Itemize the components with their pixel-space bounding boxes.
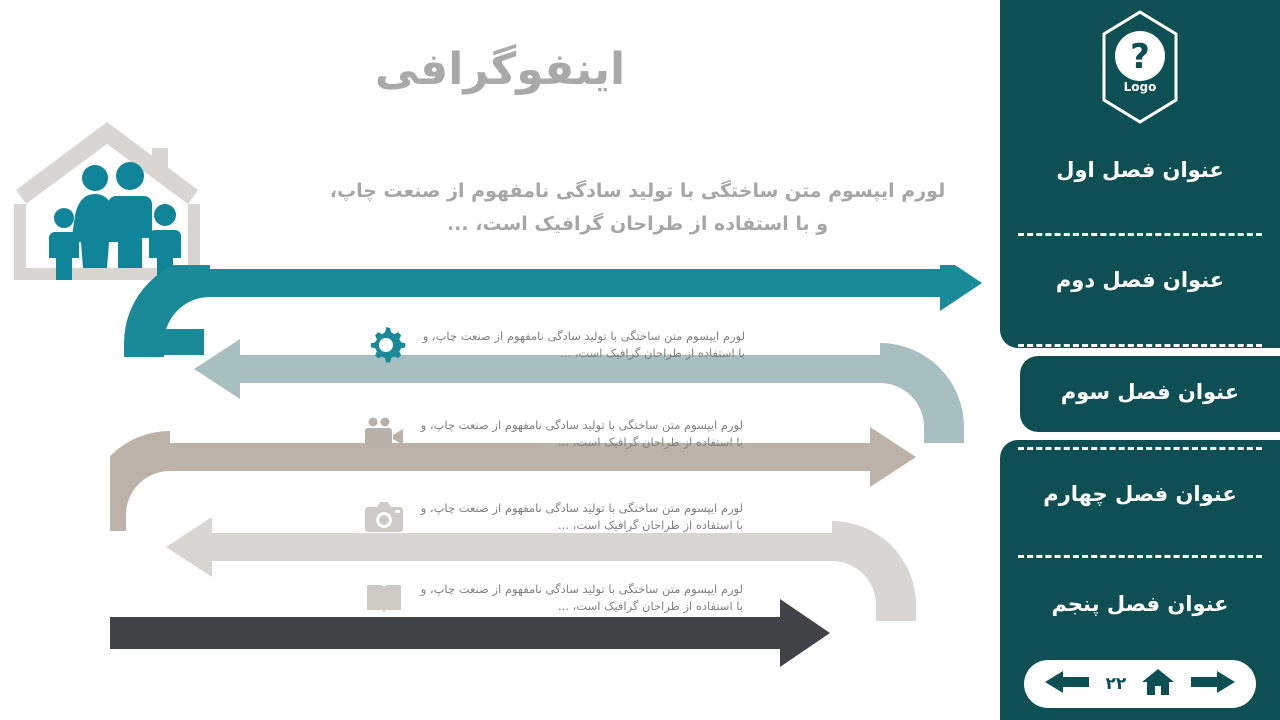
- sidebar-item-chapter-5[interactable]: عنوان فصل پنجم: [1051, 592, 1229, 616]
- gear-icon: [364, 323, 408, 367]
- page-title: اینفوگرافی: [374, 44, 626, 95]
- step-text-2: لورم ایپسوم متن ساختگی با تولید سادگی نامفهوم از صنعت چاپ، و با استفاده از طراحان گرافیک است، ...: [420, 417, 743, 449]
- step-text-3: لورم ایپسوم متن ساختگی با تولید سادگی نامفهوم از صنعت چاپ، و با استفاده از طراحان گرافیک است، ...: [420, 500, 743, 532]
- step-text-1: لورم ایپسوم متن ساختگی با تولید سادگی نامفهوم از صنعت چاپ، و با استفاده از طراحان گرافیک است، ...: [422, 328, 745, 360]
- sidebar-item-chapter-2[interactable]: عنوان فصل دوم: [1055, 268, 1225, 292]
- sidebar-item-chapter-4[interactable]: عنوان فصل چهارم: [1043, 482, 1237, 506]
- logo-label: Logo: [1123, 80, 1157, 94]
- arrow-right-icon[interactable]: [1189, 669, 1235, 699]
- step-row-4: [362, 575, 743, 621]
- svg-text:?: ?: [1130, 37, 1150, 77]
- sidebar-separator-2: [1018, 344, 1262, 347]
- arrow-left-icon[interactable]: [1045, 669, 1091, 699]
- question-mark-hexagon-icon: [1100, 8, 1180, 126]
- sidebar-separator-3: [1018, 447, 1262, 450]
- sidebar-separator-4: [1018, 555, 1262, 558]
- video-camera-icon: [362, 412, 406, 456]
- sidebar-item-chapter-3[interactable]: عنوان فصل سوم: [1060, 380, 1240, 404]
- step-row-1: [364, 322, 745, 368]
- family-house-icon: [12, 118, 202, 288]
- camera-icon: [362, 495, 406, 539]
- slide-navigation: [1024, 660, 1256, 708]
- intro-paragraph: لورم ایپسوم متن ساختگی با تولید سادگی نامفهوم از صنعت چاپ، و با استفاده از طراحان گرافیک است، ...: [329, 180, 946, 236]
- step-text-4: لورم ایپسوم متن ساختگی با تولید سادگی نامفهوم از صنعت چاپ، و با استفاده از طراحان گرافیک است، ...: [420, 581, 743, 613]
- step-row-2: [362, 411, 743, 457]
- book-icon: [362, 576, 406, 620]
- sidebar-separator-1: [1018, 233, 1262, 236]
- sidebar: [1000, 0, 1280, 720]
- home-icon[interactable]: [1141, 668, 1175, 700]
- step-row-3: [362, 494, 743, 540]
- page-number: ۲۲: [1105, 674, 1127, 694]
- sidebar-item-chapter-1[interactable]: عنوان فصل اول: [1056, 158, 1224, 182]
